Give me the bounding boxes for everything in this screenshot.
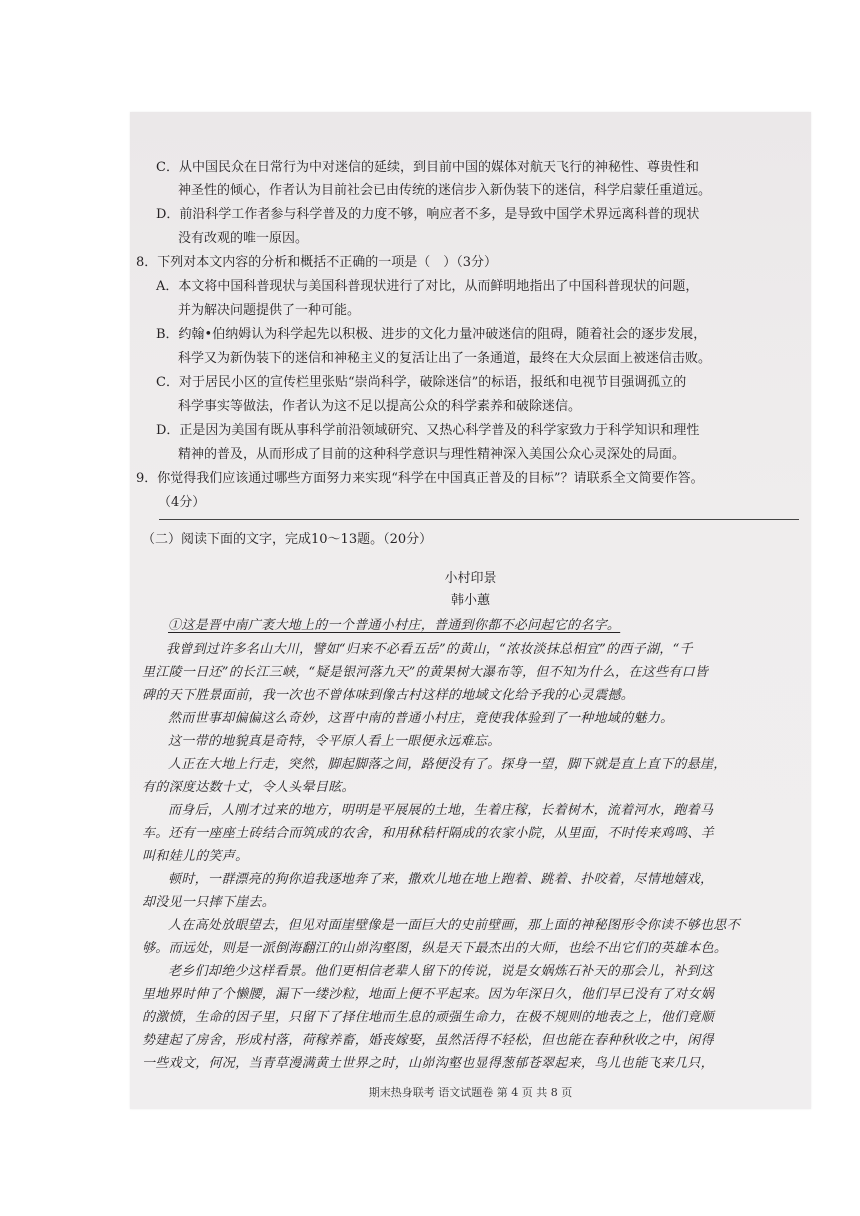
q8-option-b-line2: 科学又为新伪装下的迷信和神秘主义的复活让出了一条通道，最终在大众层面上被迷信击败。 (178, 351, 712, 366)
q7-option-c-line1: C．从中国民众在日常行为中对迷信的延续，到目前中国的媒体对航天飞行的神秘性、尊贵性和 (156, 160, 699, 175)
essay-p7-line2: 却没见一只摔下崖去。 (142, 895, 276, 910)
q9-stem: 9．你觉得我们应该通过哪些方面努力来实现“科学在中国真正普及的目标”？请联系全文简要作答。 (136, 471, 704, 486)
essay-author: 韩小蕙 (450, 593, 490, 608)
essay-p6-line1: 而身后，人刚才过来的地方，明明是平展展的土地，生着庄稼，长着树木，流着河水，跑着马 (168, 803, 714, 818)
essay-p2-line3: 碑的天下胜景面前，我一次也不曾体味到像古村这样的地域文化给予我的心灵震撼。 (142, 688, 635, 703)
q8-option-a-line1: A．本文将中国科普现状与美国科普现状进行了对比，从而鲜明地指出了中国科普现状的问题， (156, 279, 699, 294)
q7-option-d-line1: D．前沿科学工作者参与科学普及的力度不够，响应者不多，是导致中国学术界远离科普的现状 (156, 207, 700, 222)
essay-p8-line2: 够。而远处，则是一派倒海翻江的山峁沟壑图，纵是天下最杰出的大师，也绘不出它们的英雄本色。 (142, 941, 728, 956)
essay-p5-line1: 人正在大地上行走，突然，脚起脚落之间，路便没有了。探身一望，脚下就是直上直下的悬崖， (168, 757, 727, 772)
q7-option-c-line2: 神圣性的倾心，作者认为目前社会已由传统的迷信步入新伪装下的迷信，科学启蒙任重道远。 (178, 183, 712, 198)
q8-option-c-line2: 科学事实等做法，作者认为这不足以提高公众的科学素养和破除迷信。 (178, 399, 582, 414)
essay-p5-line2: 有的深度达数十丈，令人头晕目眩。 (142, 780, 355, 795)
essay-p8-line1: 人在高处放眼望去，但见对面崖壁像是一面巨大的史前壁画，那上面的神秘图形令你读不够也思不 (168, 918, 740, 933)
essay-p9-line3: 的激愤，生命的因子里，只留下了择住地而生息的顽强生命力，在极不规则的地表之上，他们竟顺 (142, 1010, 714, 1025)
q8-option-d-line2: 精神的普及，从而形成了目前的这种科学意识与理性精神深入美国公众心灵深处的局面。 (178, 447, 686, 462)
q8-option-c-line1: C．对于居民小区的宣传栏里张贴“崇尚科学，破除迷信”的标语，报纸和电视节目强调孤立的 (156, 375, 687, 390)
page-footer: 期末热身联考 语文试题卷 第 4 页 共 8 页 (368, 1086, 573, 1099)
exam-page-photo (130, 112, 811, 1109)
q8-option-d-line1: D．正是因为美国有既从事科学前沿领域研究、又热心科学普及的科学家致力于科学知识和理性 (156, 423, 700, 438)
essay-p6-line3: 叫和娃儿的笑声。 (142, 849, 249, 864)
essay-title: 小村印景 (444, 571, 497, 586)
essay-p2-line2: 里江陵一日还”的长江三峡，“疑是银河落九天”的黄果树大瀑布等，但不知为什么，在这些有口皆 (142, 665, 709, 680)
q9-points: （4分） (158, 495, 206, 510)
q7-option-d-line2: 没有改观的唯一原因。 (178, 231, 309, 246)
answer-line (159, 519, 799, 520)
essay-p7-line1: 顿时，一群漂亮的狗你追我逐地奔了来，撒欢儿地在地上跑着、跳着、扑咬着，尽情地嬉戏， (168, 872, 714, 887)
essay-paragraph-1: ①这是晋中南广袤大地上的一个普通小村庄，普通到你都不必问起它的名字。 (168, 618, 621, 633)
essay-p9-line5: 一些戏文，何况，当青草漫满黄土世界之时，山峁沟壑也显得葱郁苍翠起来，鸟儿也能飞来几只， (142, 1056, 714, 1071)
essay-p9-line1: 老乡们却绝少这样看景。他们更相信老辈人留下的传说，说是女娲炼石补天的那会儿，补到这 (168, 964, 714, 979)
q8-option-b-line1: B．约翰•伯纳姆认为科学起先以积极、进步的文化力量冲破迷信的阻碍，随着社会的逐步发展， (156, 327, 707, 342)
essay-p3: 然而世事却偏偏这么奇妙，这晋中南的普通小村庄，竟使我体验到了一种地域的魅力。 (168, 711, 674, 726)
q8-option-a-line2: 并为解决问题提供了一种可能。 (178, 303, 361, 318)
q8-stem: 8．下列对本文内容的分析和概括不正确的一项是（ ）（3分） (136, 255, 498, 270)
section2-heading: （二）阅读下面的文字，完成10～13题。（20分） (142, 532, 433, 547)
essay-p9-line2: 里地界时伸了个懒腰，漏下一缕沙粒，地面上便不平起来。因为年深日久，他们早已没有了对女娲 (142, 987, 714, 1002)
essay-p6-line2: 车。还有一座座土砖结合而筑成的农舍，和用秫秸杆隔成的农家小院，从里面，不时传来鸡鸣、羊 (142, 826, 714, 841)
essay-p2-line1: 我曾到过许多名山大川，譬如“归来不必看五岳”的黄山，“浓妆淡抹总相宜”的西子湖，“千 (166, 642, 693, 657)
essay-p9-line4: 势建起了房舍，形成村落，荷稼养畜，婚丧嫁娶，虽然活得不轻松，但也能在春种秋收之中，闲得 (142, 1033, 714, 1048)
essay-p4: 这一带的地貌真是奇特，令平原人看上一眼便永远难忘。 (168, 734, 501, 749)
